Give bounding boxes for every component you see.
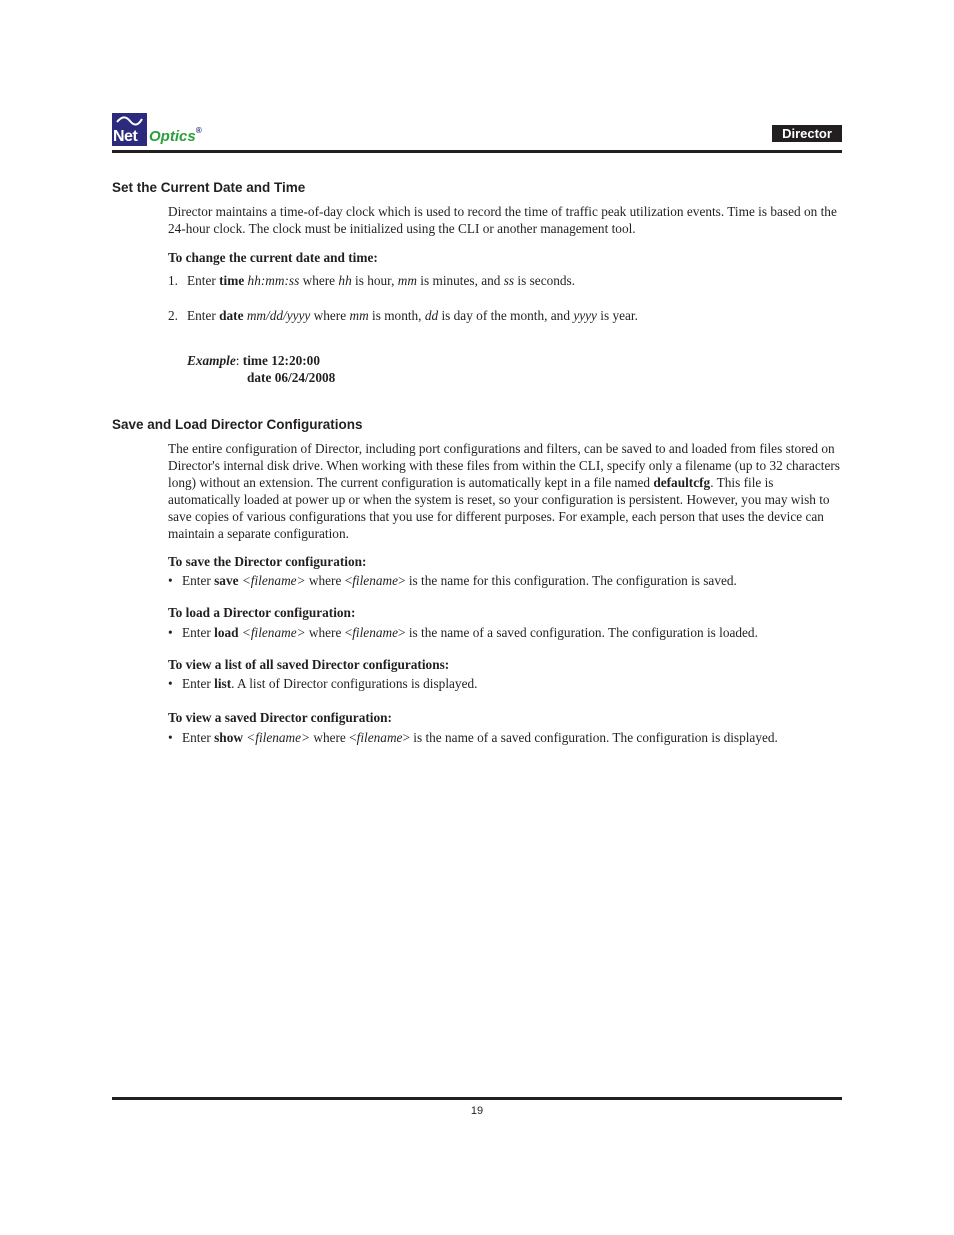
header-rule	[112, 150, 842, 153]
logo-optics-text: Optics®	[149, 126, 202, 145]
header-section-tag: Director	[772, 125, 842, 142]
configurations-paragraph: The entire configuration of Director, including port configurations and filters, can be saved to and loaded from files stored on Director's internal disk drive. When working with these files from within the CLI, specify only a filename (up to 32 characters long) without an extension. The current configuration is automatically kept in a file named defaultcfg. This file is automatically loaded at power up or when the system is reset, so your configuration is persistent. However, you may wish to save copies of various configurations that you use for different purposes. For example, each person that uses the device can maintain a separate configuration.	[168, 441, 840, 541]
step-time: 1. Enter time hh:mm:ss where hh is hour, mm is minutes, and ss is seconds.	[168, 273, 576, 288]
list-config-subheading: To view a list of all saved Director configurations:	[168, 657, 450, 672]
wave-icon	[116, 116, 143, 126]
section-heading-configurations: Save and Load Director Configurations	[112, 417, 363, 432]
list-config-item: • Enter list. A list of Director configurations is displayed.	[168, 676, 478, 691]
logo-net-text: Net	[113, 128, 138, 145]
step-date: 2. Enter date mm/dd/yyyy where mm is month, dd is day of the month, and yyyy is year.	[168, 308, 638, 323]
change-date-time-subheading: To change the current date and time:	[168, 250, 378, 265]
load-config-subheading: To load a Director configuration:	[168, 605, 356, 620]
save-config-item: • Enter save <filename> where <filename> is the name for this configuration. The configuration is saved.	[168, 573, 737, 588]
logo-box	[112, 113, 147, 146]
page-number: 19	[470, 1105, 484, 1117]
net-optics-logo	[112, 113, 232, 149]
date-time-example: Example: time 12:20:00 date 06/24/2008	[187, 353, 336, 385]
section-heading-date-time: Set the Current Date and Time	[112, 180, 306, 195]
footer-rule	[112, 1097, 842, 1100]
save-config-subheading: To save the Director configuration:	[168, 554, 367, 569]
load-config-item: • Enter load <filename> where <filename> is the name of a saved configuration. The configuration is loaded.	[168, 625, 758, 640]
show-config-subheading: To view a saved Director configuration:	[168, 710, 392, 725]
show-config-item: • Enter show <filename> where <filename> is the name of a saved configuration. The configuration is displayed.	[168, 730, 778, 745]
date-time-paragraph: Director maintains a time-of-day clock which is used to record the time of traffic peak utilization events. Time is based on the 24-hour clock. The clock must be initialized using the CLI or another management tool.	[168, 204, 837, 236]
